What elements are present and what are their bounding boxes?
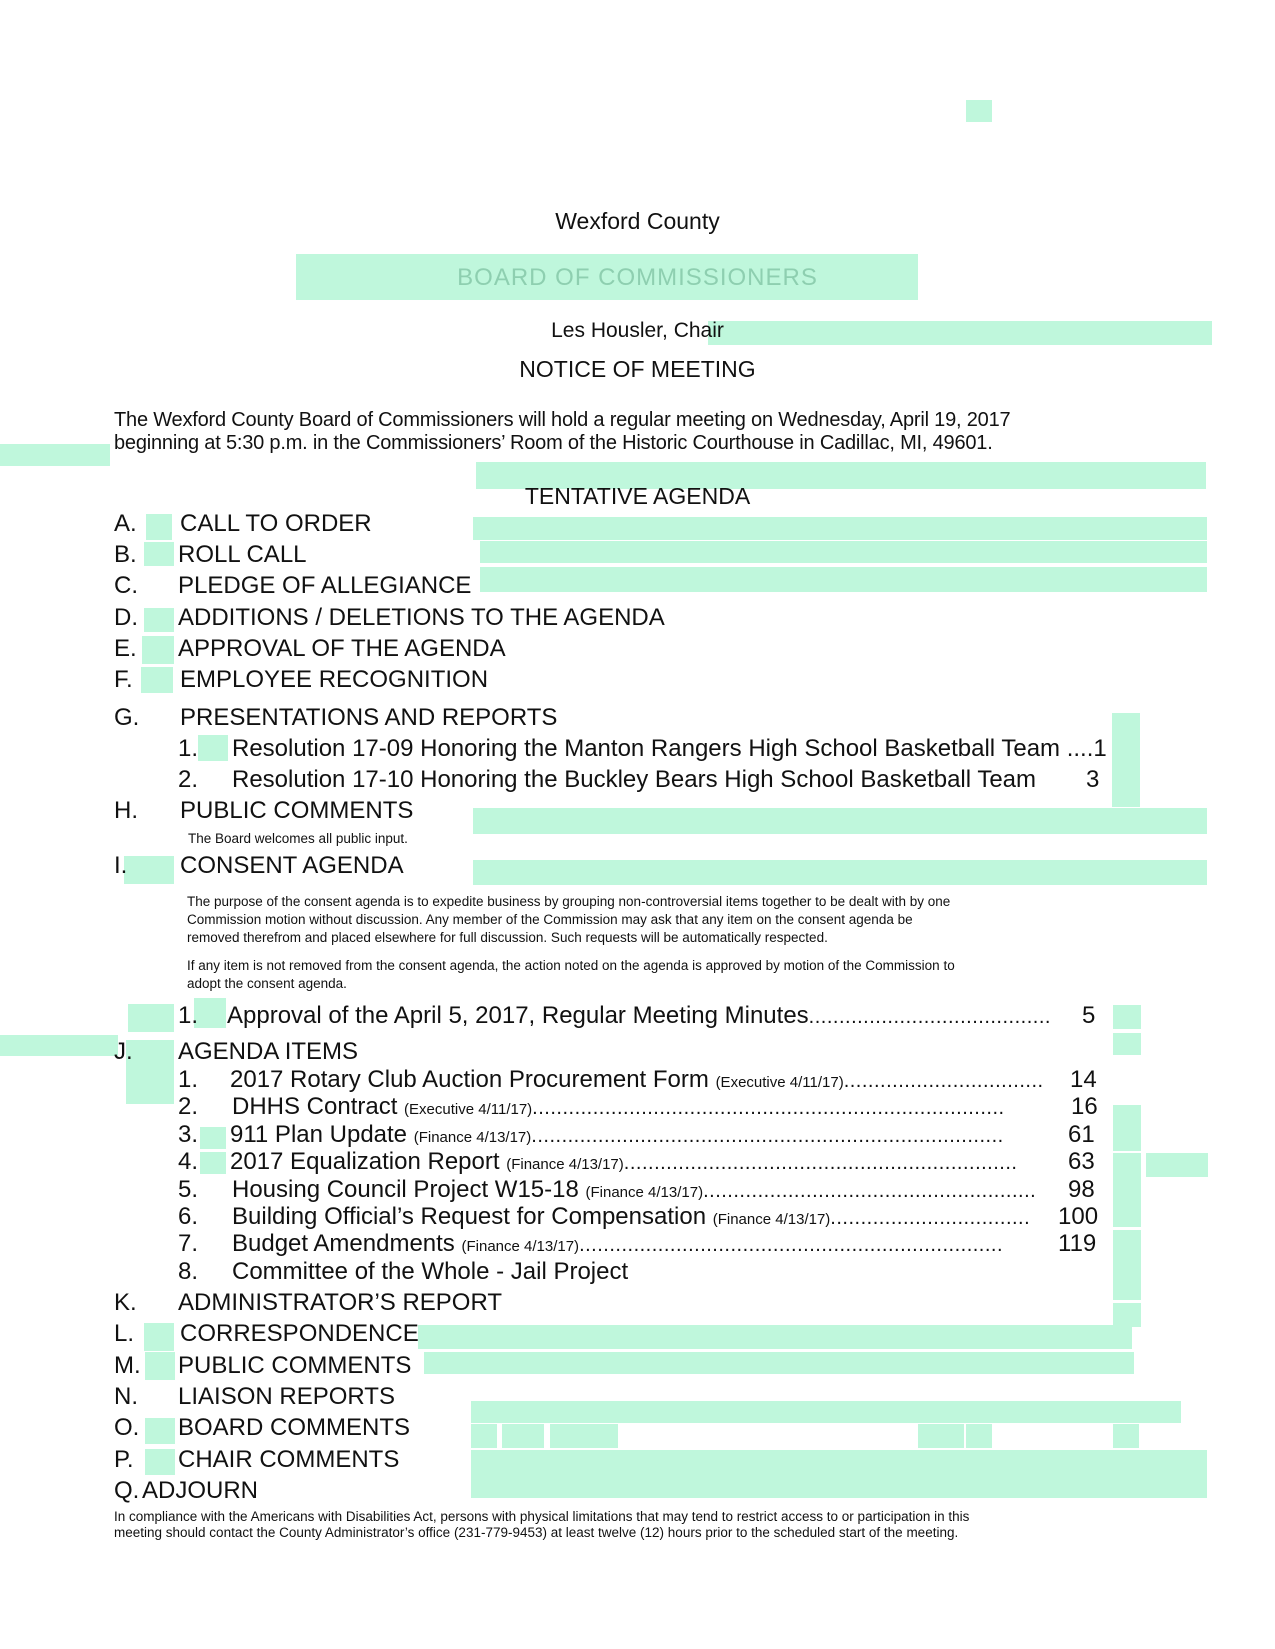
highlight-block: [1113, 1153, 1141, 1227]
item-letter: P.: [114, 1446, 134, 1473]
sub-page: 119: [1058, 1230, 1097, 1257]
highlight-block: [145, 1352, 175, 1380]
sub-title: 911 Plan Update: [230, 1121, 408, 1148]
item-text: PUBLIC COMMENTS: [178, 1352, 412, 1379]
sub-title: DHHS Contract: [232, 1093, 398, 1120]
highlight-block: [418, 1325, 1132, 1349]
item-text: AGENDA ITEMS: [178, 1038, 359, 1065]
item-letter: E.: [114, 635, 137, 662]
sub-num: 1.: [178, 1066, 199, 1093]
item-text: PRESENTATIONS AND REPORTS: [180, 704, 558, 731]
sub-num: 8.: [178, 1258, 199, 1285]
item-text: CALL TO ORDER: [180, 510, 372, 537]
highlight-block: [144, 1323, 174, 1351]
item-text: CHAIR COMMENTS: [178, 1446, 400, 1473]
item-letter: I.: [114, 852, 128, 879]
committee-tag: (Finance 4/13/17): [413, 1129, 532, 1146]
sub-title: Housing Council Project W15-18: [232, 1176, 579, 1203]
highlight-block: [471, 1474, 1207, 1498]
highlight-block: [480, 567, 1207, 592]
highlight-block: [502, 1424, 544, 1448]
highlight-block: [1113, 1105, 1141, 1151]
sub-page: 5: [1082, 1002, 1096, 1029]
highlight-block: [1113, 1230, 1141, 1300]
item-letter: G.: [114, 704, 140, 731]
agenda-title: TENTATIVE AGENDA: [524, 483, 751, 509]
highlight-block: [966, 1424, 992, 1448]
intro-line-2: beginning at 5:30 p.m. in the Commissioners’ Room of the Historic Courthouse in Cadillac, MI, 49601.: [114, 432, 993, 454]
sub-text: Resolution 17-10 Honoring the Buckley Bears High School Basketball Team: [232, 766, 1037, 793]
highlight-block: [0, 1035, 118, 1056]
highlight-block: [1146, 1153, 1208, 1177]
item-text: CORRESPONDENCE: [180, 1320, 419, 1347]
item-letter: Q.: [114, 1477, 140, 1504]
sub-num: 6.: [178, 1203, 199, 1230]
highlight-block: [473, 860, 1207, 885]
item-text: LIAISON REPORTS: [178, 1383, 395, 1410]
item-letter: F.: [114, 666, 133, 693]
item-letter: M.: [114, 1352, 141, 1379]
item-letter: B.: [114, 541, 137, 568]
leader-dots: .................................: [843, 1070, 1044, 1092]
sub-num: 4.: [178, 1148, 199, 1175]
ada-notice-line-2: meeting should contact the County Administrator’s office (231-779-9453) at least twelve (12) hours prior to the scheduled start of the meeting.: [114, 1525, 959, 1540]
sub-num: 1.: [178, 1002, 199, 1029]
item-text: ADJOURN: [142, 1477, 259, 1504]
sub-title: 2017 Rotary Club Auction Procurement Form: [230, 1066, 709, 1093]
item-letter: O.: [114, 1414, 140, 1441]
highlight-block: [1113, 1033, 1141, 1055]
consent-line: Commission motion without discussion. Any member of the Commission may ask that any item on the consent agenda be: [187, 912, 913, 927]
sub-page: 100: [1058, 1203, 1099, 1230]
highlight-block: [145, 1418, 175, 1444]
leader-dots: ..............................................................................: [531, 1125, 1004, 1147]
item-letter: K.: [114, 1289, 137, 1316]
sub-page: 16: [1071, 1093, 1098, 1120]
sub-text: [232, 1093, 1005, 1124]
sub-text: [230, 1148, 1017, 1179]
sub-page: 3: [1086, 766, 1100, 793]
item-letter: C.: [114, 572, 138, 599]
highlight-block: [200, 1127, 226, 1149]
h-note: The Board welcomes all public input.: [188, 831, 408, 846]
item-text: PUBLIC COMMENTS: [180, 797, 414, 824]
highlight-block: [145, 1449, 175, 1475]
sub-page: 61: [1068, 1121, 1095, 1148]
sub-title: Budget Amendments: [232, 1230, 455, 1257]
highlight-block: [473, 517, 1207, 540]
highlight-block: [0, 444, 110, 466]
sub-num: 2.: [178, 1093, 199, 1120]
notice-title: NOTICE OF MEETING: [519, 356, 756, 382]
consent-line: The purpose of the consent agenda is to expedite business by grouping non-controversial items together to be dealt with by one: [187, 894, 951, 909]
committee-tag: (Finance 4/13/17): [461, 1238, 580, 1255]
item-text: CONSENT AGENDA: [180, 852, 404, 879]
committee-tag: (Finance 4/13/17): [506, 1156, 624, 1173]
committee-tag: (Finance 4/13/17): [585, 1184, 704, 1201]
consent-line: removed therefrom and placed elsewhere for full discussion. Such requests will be automatically respected.: [187, 930, 828, 945]
highlight-block: [141, 667, 173, 693]
committee-tag: (Executive 4/11/17): [715, 1074, 844, 1091]
consent-para-2: [187, 957, 955, 993]
consent-para-1: [187, 893, 950, 947]
committee-tag: (Finance 4/13/17): [712, 1211, 831, 1228]
sub-page: 63: [1068, 1148, 1095, 1175]
item-letter: H.: [114, 797, 138, 824]
item-letter: N.: [114, 1383, 138, 1410]
chair-name: Les Housler, Chair: [551, 319, 724, 342]
item-letter: J.: [114, 1038, 133, 1065]
item-text: BOARD COMMENTS: [178, 1414, 411, 1441]
item-text: PLEDGE OF ALLEGIANCE: [178, 572, 472, 599]
item-text: ADDITIONS / DELETIONS TO THE AGENDA: [178, 604, 665, 631]
sub-num: 3.: [178, 1121, 199, 1148]
sub-num: 7.: [178, 1230, 199, 1257]
item-text: ADMINISTRATOR’S REPORT: [178, 1289, 503, 1316]
highlight-block: [144, 608, 174, 632]
leader-dots: ......................................................................: [579, 1234, 1004, 1256]
highlight-block: [966, 100, 992, 122]
sub-title: Approval of the April 5, 2017, Regular Meeting Minutes: [227, 1002, 809, 1029]
highlight-block: [146, 514, 172, 540]
sub-page: 98: [1068, 1176, 1095, 1203]
sub-title: Building Official’s Request for Compensation: [232, 1203, 707, 1230]
highlight-block: [124, 856, 174, 884]
sub-text: [227, 1002, 1051, 1031]
sub-text: Resolution 17-09 Honoring the Manton Rangers High School Basketball Team ....1: [232, 735, 1107, 762]
highlight-block: [473, 808, 1207, 834]
board-title: BOARD OF COMMISSIONERS: [457, 264, 818, 291]
highlight-block: [471, 1450, 1207, 1474]
item-letter: D.: [114, 604, 138, 631]
highlight-block: [142, 636, 174, 664]
highlight-block: [424, 1352, 1134, 1374]
leader-dots: .................................: [830, 1207, 1031, 1229]
highlight-block: [144, 542, 174, 566]
sub-num: 1.: [178, 735, 199, 762]
highlight-block: [126, 1040, 174, 1104]
highlight-block: [1113, 1005, 1141, 1029]
highlight-block: [480, 541, 1207, 563]
committee-tag: (Executive 4/11/17): [404, 1101, 533, 1118]
highlight-block: [471, 1401, 1181, 1423]
highlight-block: [550, 1424, 618, 1448]
highlight-block: [198, 735, 228, 761]
sub-title: 2017 Equalization Report: [230, 1148, 500, 1175]
highlight-block: [471, 1424, 497, 1448]
county-name: Wexford County: [555, 208, 720, 234]
item-text: ROLL CALL: [178, 541, 307, 568]
intro-line-1: The Wexford County Board of Commissioners will hold a regular meeting on Wednesday, April 19, 2017: [114, 409, 1011, 431]
sub-page: 14: [1070, 1066, 1097, 1093]
highlight-block: [200, 1152, 226, 1174]
highlight-block: [1113, 1424, 1139, 1448]
leader-dots: ..............................................................................: [532, 1097, 1005, 1119]
highlight-block: [128, 1004, 174, 1032]
leader-dots: .......................................................: [703, 1180, 1037, 1202]
item-letter: A.: [114, 510, 137, 537]
highlight-block: [918, 1424, 964, 1448]
sub-text: Committee of the Whole - Jail Project: [232, 1258, 629, 1285]
sub-num: 5.: [178, 1176, 199, 1203]
item-text: APPROVAL OF THE AGENDA: [178, 635, 506, 662]
ada-notice-line-1: In compliance with the Americans with Disabilities Act, persons with physical limitations that may tend to restrict access to or participation in this: [114, 1509, 970, 1524]
leader-dots: .................................................................: [623, 1152, 1018, 1174]
item-text: EMPLOYEE RECOGNITION: [180, 666, 489, 693]
highlight-block: [1112, 713, 1140, 807]
leader-dots: ........................................: [808, 1006, 1051, 1028]
consent-line: If any item is not removed from the consent agenda, the action noted on the agenda is approved by motion of the Commission to: [187, 958, 955, 973]
item-letter: L.: [114, 1320, 135, 1347]
highlight-block: [194, 998, 226, 1028]
highlight-block: [1113, 1303, 1141, 1327]
consent-line: adopt the consent agenda.: [187, 976, 347, 991]
sub-num: 2.: [178, 766, 199, 793]
sub-text: [232, 1230, 1003, 1261]
